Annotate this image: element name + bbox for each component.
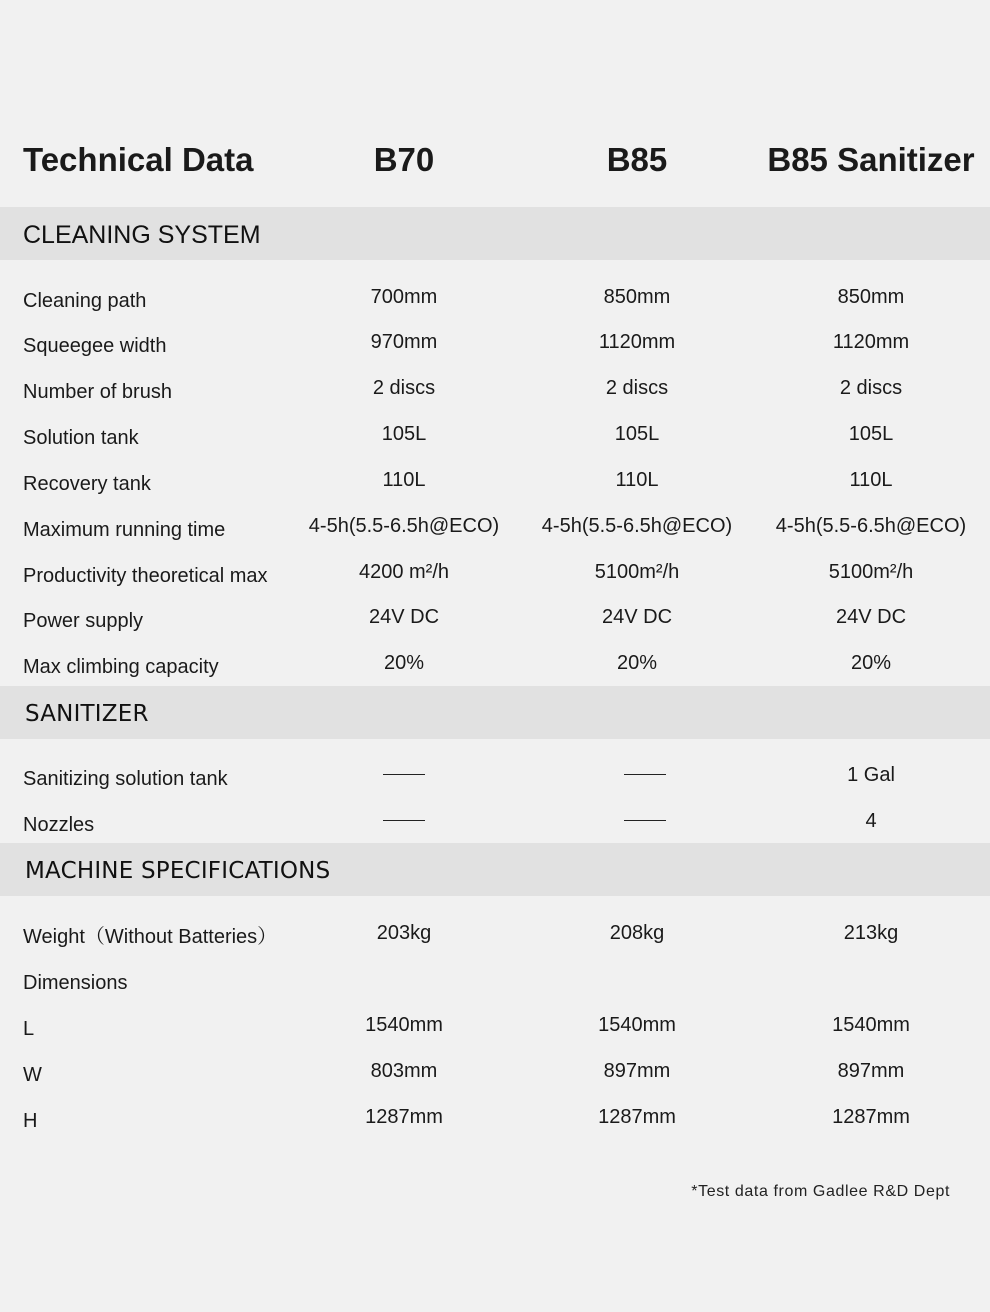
table-row [0, 809, 990, 839]
cell-b85: 208kg [609, 922, 665, 944]
cell-b70: 2 discs [372, 377, 436, 399]
cell-b70-not-applicable [289, 763, 519, 787]
table-row [0, 605, 990, 635]
table-row [0, 422, 990, 452]
cell-b70-not-applicable [289, 809, 519, 833]
cell-b70: 105L [381, 423, 427, 445]
cell-b85: 850mm [603, 286, 671, 308]
cell-b85-not-applicable [530, 809, 760, 833]
table-row [0, 560, 990, 590]
table-row [0, 921, 990, 951]
cell-b70: 4200 m²/h [358, 561, 450, 583]
row-label: Cleaning path [23, 290, 147, 312]
cell-b85-sanitizer: 1 Gal [847, 764, 895, 786]
table-row [0, 763, 990, 793]
table-row [0, 285, 990, 315]
cell-b85-sanitizer: 1540mm [832, 1014, 910, 1036]
cell-b70: 20% [383, 652, 425, 674]
cell-b85: 5100m²/h [594, 561, 680, 583]
cell-b85: 897mm [603, 1060, 671, 1082]
cell-b85: 105L [614, 423, 660, 445]
section-title: SANITIZER [25, 701, 149, 727]
cell-b85-sanitizer: 897mm [837, 1060, 905, 1082]
cell-b85-sanitizer: 1120mm [832, 331, 910, 353]
row-label: Maximum running time [23, 519, 226, 541]
section-title: MACHINE SPECIFICATIONS [25, 858, 331, 884]
cell-b70: 1287mm [365, 1106, 443, 1128]
row-label: Number of brush [23, 381, 172, 403]
cell-b70: 4-5h(5.5-6.5h@ECO) [308, 515, 500, 537]
section-header-machine-specifications [0, 843, 990, 896]
table-row [0, 1059, 990, 1089]
cell-b85-sanitizer: 213kg [843, 922, 899, 944]
cell-b70: 803mm [370, 1060, 438, 1082]
cell-b85-sanitizer: 20% [850, 652, 892, 674]
cell-b85-sanitizer: 4-5h(5.5-6.5h@ECO) [775, 515, 967, 537]
cell-b70: 203kg [376, 922, 432, 944]
cell-b85-sanitizer: 105L [848, 423, 894, 445]
table-row [0, 1105, 990, 1135]
cell-b85-sanitizer: 110L [849, 469, 893, 491]
row-label: Recovery tank [23, 473, 151, 495]
cell-b85-not-applicable [530, 763, 760, 787]
cell-b85-sanitizer: 24V DC [835, 606, 907, 628]
row-label: H [23, 1110, 38, 1132]
cell-b85-sanitizer: 850mm [837, 286, 905, 308]
section-header-cleaning-system [0, 207, 990, 260]
cell-b85: 1287mm [598, 1106, 676, 1128]
cell-b85: 24V DC [601, 606, 673, 628]
column-header-b70: B70 [373, 141, 435, 178]
table-row [0, 967, 990, 997]
dash-line [624, 820, 666, 821]
table-row [0, 376, 990, 406]
cell-b85: 1540mm [598, 1014, 676, 1036]
table-row [0, 468, 990, 498]
dash-line [383, 774, 425, 775]
dash-line [624, 774, 666, 775]
row-label: Productivity theoretical max [23, 565, 268, 587]
page-title: Technical Data [23, 141, 254, 178]
row-label: Solution tank [23, 427, 139, 449]
row-label: Power supply [23, 610, 144, 632]
cell-b85-sanitizer: 5100m²/h [828, 561, 914, 583]
section-header-sanitizer [0, 686, 990, 739]
cell-b85-sanitizer: 1287mm [832, 1106, 910, 1128]
cell-b70: 700mm [370, 286, 438, 308]
cell-b70: 1540mm [365, 1014, 443, 1036]
cell-b85: 1120mm [598, 331, 676, 353]
footnote: *Test data from Gadlee R&D Dept [691, 1183, 950, 1200]
cell-b85-sanitizer: 2 discs [839, 377, 903, 399]
row-label: Sanitizing solution tank [23, 768, 228, 790]
row-label: Dimensions [23, 972, 128, 994]
row-label: Max climbing capacity [23, 656, 219, 678]
table-row [0, 514, 990, 544]
cell-b85: 20% [616, 652, 658, 674]
row-label: W [23, 1064, 42, 1086]
table-header [0, 139, 990, 183]
cell-b85-sanitizer: 4 [865, 810, 877, 832]
row-label: Weight（Without Batteries） [23, 926, 278, 948]
cell-b85: 2 discs [605, 377, 669, 399]
cell-b70: 24V DC [368, 606, 440, 628]
cell-b85: 4-5h(5.5-6.5h@ECO) [541, 515, 733, 537]
column-header-b85-sanitizer: B85 Sanitizer [767, 141, 975, 178]
cell-b85: 110L [615, 469, 659, 491]
table-row [0, 651, 990, 681]
row-label: Nozzles [23, 814, 95, 836]
row-label: Squeegee width [23, 335, 167, 357]
table-row [0, 1013, 990, 1043]
cell-b70: 970mm [370, 331, 438, 353]
dash-line [383, 820, 425, 821]
table-row [0, 330, 990, 360]
column-header-b85: B85 [606, 141, 668, 178]
section-title: CLEANING SYSTEM [23, 221, 261, 249]
row-label: L [23, 1018, 35, 1040]
cell-b70: 110L [382, 469, 426, 491]
